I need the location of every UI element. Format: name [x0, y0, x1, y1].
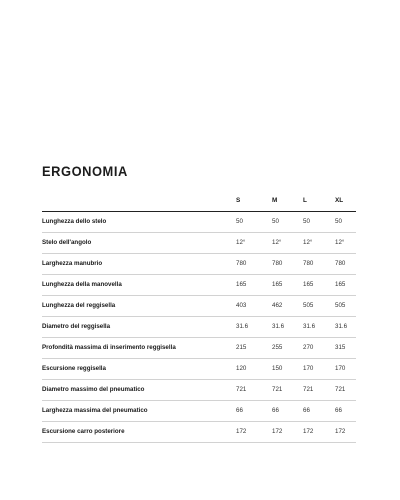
- cell-size-m: 150: [272, 359, 303, 380]
- cell-size-xl: 172: [335, 422, 356, 443]
- table-row: [42, 401, 356, 422]
- cell-size-s: 165: [236, 275, 272, 296]
- cell-size-l: 31.6: [303, 317, 335, 338]
- table-row: [42, 212, 356, 233]
- cell-size-s: 120: [236, 359, 272, 380]
- cell-size-xl: 505: [335, 296, 356, 317]
- ergonomics-table: [42, 192, 356, 443]
- cell-size-xl: 12°: [335, 233, 356, 254]
- row-label: Lunghezza del reggisella: [42, 296, 236, 317]
- row-label: Profondità massima di inserimento reggisella: [42, 338, 236, 359]
- cell-size-s: 172: [236, 422, 272, 443]
- table-row: [42, 359, 356, 380]
- row-label: Stelo dell'angolo: [42, 233, 236, 254]
- cell-size-m: 50: [272, 212, 303, 233]
- table-row: [42, 233, 356, 254]
- cell-size-l: 50: [303, 212, 335, 233]
- cell-size-xl: 165: [335, 275, 356, 296]
- row-label: Lunghezza della manovella: [42, 275, 236, 296]
- cell-size-m: 255: [272, 338, 303, 359]
- cell-size-m: 31.6: [272, 317, 303, 338]
- cell-size-xl: 721: [335, 380, 356, 401]
- cell-size-s: 721: [236, 380, 272, 401]
- cell-size-xl: 50: [335, 212, 356, 233]
- header-label-column: [42, 192, 236, 212]
- cell-size-xl: 780: [335, 254, 356, 275]
- header-size-s: S: [236, 192, 272, 212]
- section-title: ERGONOMIA: [42, 163, 128, 179]
- cell-size-l: 780: [303, 254, 335, 275]
- row-label: Escursione carro posteriore: [42, 422, 236, 443]
- cell-size-s: 50: [236, 212, 272, 233]
- cell-size-s: 780: [236, 254, 272, 275]
- cell-size-s: 66: [236, 401, 272, 422]
- cell-size-m: 780: [272, 254, 303, 275]
- cell-size-l: 66: [303, 401, 335, 422]
- cell-size-m: 12°: [272, 233, 303, 254]
- table-header-row: [42, 192, 356, 212]
- header-size-l: L: [303, 192, 335, 212]
- cell-size-m: 721: [272, 380, 303, 401]
- row-label: Escursione reggisella: [42, 359, 236, 380]
- table-row: [42, 317, 356, 338]
- cell-size-m: 66: [272, 401, 303, 422]
- row-label: Larghezza massima del pneumatico: [42, 401, 236, 422]
- cell-size-s: 12°: [236, 233, 272, 254]
- cell-size-s: 215: [236, 338, 272, 359]
- cell-size-m: 172: [272, 422, 303, 443]
- cell-size-l: 172: [303, 422, 335, 443]
- table-row: [42, 422, 356, 443]
- cell-size-l: 170: [303, 359, 335, 380]
- cell-size-s: 403: [236, 296, 272, 317]
- cell-size-l: 505: [303, 296, 335, 317]
- row-label: Lunghezza dello stelo: [42, 212, 236, 233]
- row-label: Diametro massimo del pneumatico: [42, 380, 236, 401]
- table-row: [42, 380, 356, 401]
- cell-size-l: 270: [303, 338, 335, 359]
- table-row: [42, 296, 356, 317]
- cell-size-xl: 170: [335, 359, 356, 380]
- table-row: [42, 338, 356, 359]
- row-label: Larghezza manubrio: [42, 254, 236, 275]
- header-size-m: M: [272, 192, 303, 212]
- table-row: [42, 254, 356, 275]
- cell-size-l: 12°: [303, 233, 335, 254]
- cell-size-s: 31.6: [236, 317, 272, 338]
- row-label: Diametro del reggisella: [42, 317, 236, 338]
- table-body: [42, 212, 356, 443]
- table-row: [42, 275, 356, 296]
- cell-size-l: 165: [303, 275, 335, 296]
- cell-size-m: 462: [272, 296, 303, 317]
- cell-size-xl: 31.6: [335, 317, 356, 338]
- header-size-xl: XL: [335, 192, 356, 212]
- cell-size-xl: 315: [335, 338, 356, 359]
- cell-size-m: 165: [272, 275, 303, 296]
- cell-size-l: 721: [303, 380, 335, 401]
- cell-size-xl: 66: [335, 401, 356, 422]
